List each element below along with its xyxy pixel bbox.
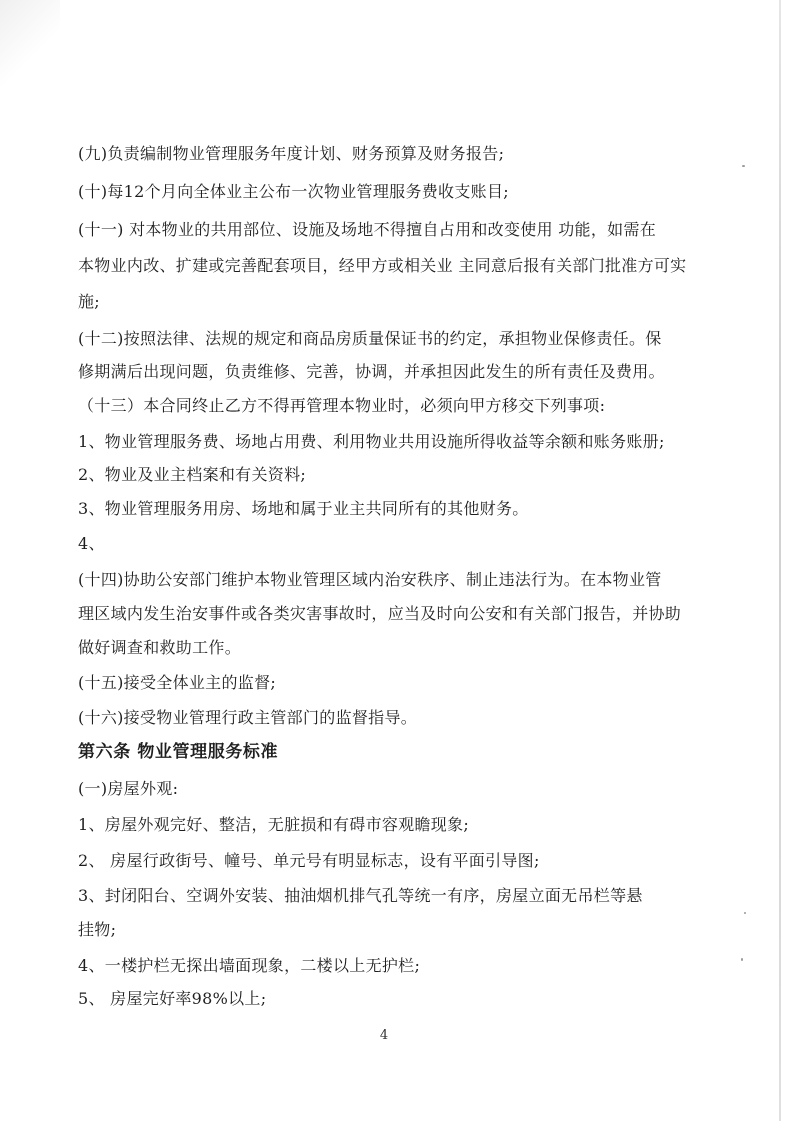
clause-9: (九)负责编制物业管理服务年度计划、财务预算及财务报告; [78, 144, 505, 163]
speck [741, 958, 743, 961]
clause-13: （十三）本合同终止乙方不得再管理本物业时，必须向甲方移交下列事项: [78, 396, 606, 415]
clause-11-line-3: 施; [78, 292, 100, 311]
scan-edge-line [779, 0, 781, 1121]
scan-corner-shadow [0, 0, 60, 90]
clause-13-item-1: 1、物业管理服务费、场地占用费、利用物业共用设施所得收益等余额和账务账册; [78, 432, 665, 451]
page-number: 4 [379, 1028, 389, 1043]
clause-12-line-1: (十二)按照法律、法规的规定和商品房质量保证书的约定，承担物业保修责任。保 [78, 329, 662, 348]
clause-11-line-2: 本物业内改、扩建或完善配套项目，经甲方或相关业 主同意后报有关部门批准方可实 [78, 256, 687, 275]
clause-16: (十六)接受物业管理行政主管部门的监督指导。 [78, 708, 418, 727]
clause-10: (十)每12个月向全体业主公布一次物业管理服务费收支账目; [78, 182, 509, 201]
clause-12-line-2: 修期满后出现问题，负责维修、完善，协调，并承担因此发生的所有责任及费用。 [78, 362, 665, 381]
clause-11-line-1: (十一) 对本物业的共用部位、设施及场地不得擅自占用和改变使用 功能，如需在 [78, 220, 657, 239]
clause-14-line-3: 做好调查和救助工作。 [78, 638, 242, 657]
article-6-heading: 第六条 物业管理服务标准 [78, 742, 279, 762]
speck [742, 165, 745, 167]
clause-14-line-1: (十四)协助公安部门维护本物业管理区域内治安秩序、制止违法行为。在本物业管 [78, 570, 662, 589]
speck [744, 912, 746, 914]
clause-15: (十五)接受全体业主的监督; [78, 673, 277, 692]
clause-13-item-4: 4、 [78, 534, 105, 553]
clause-14-line-2: 理区域内发生治安事件或各类灾害事故时，应当及时向公安和有关部门报告，并协助 [78, 604, 682, 623]
section-1-item-5: 5、 房屋完好率98%以上; [78, 989, 267, 1008]
section-1-item-2: 2、 房屋行政街号、幢号、单元号有明显标志，设有平面引导图; [78, 851, 540, 870]
section-1-item-1: 1、房屋外观完好、整洁，无脏损和有碍市容观瞻现象; [78, 815, 470, 834]
section-1-item-3-line-2: 挂物; [78, 920, 117, 939]
clause-13-item-2: 2、物业及业主档案和有关资料; [78, 465, 307, 484]
section-1-item-3-line-1: 3、封闭阳台、空调外安装、抽油烟机排气孔等统一有序，房屋立面无吊栏等悬 [78, 886, 643, 905]
clause-13-item-3: 3、物业管理服务用房、场地和属于业主共同所有的其他财务。 [78, 499, 529, 518]
section-1-title: (一)房屋外观: [78, 779, 179, 798]
section-1-item-4: 4、一楼护栏无探出墙面现象，二楼以上无护栏; [78, 956, 421, 975]
